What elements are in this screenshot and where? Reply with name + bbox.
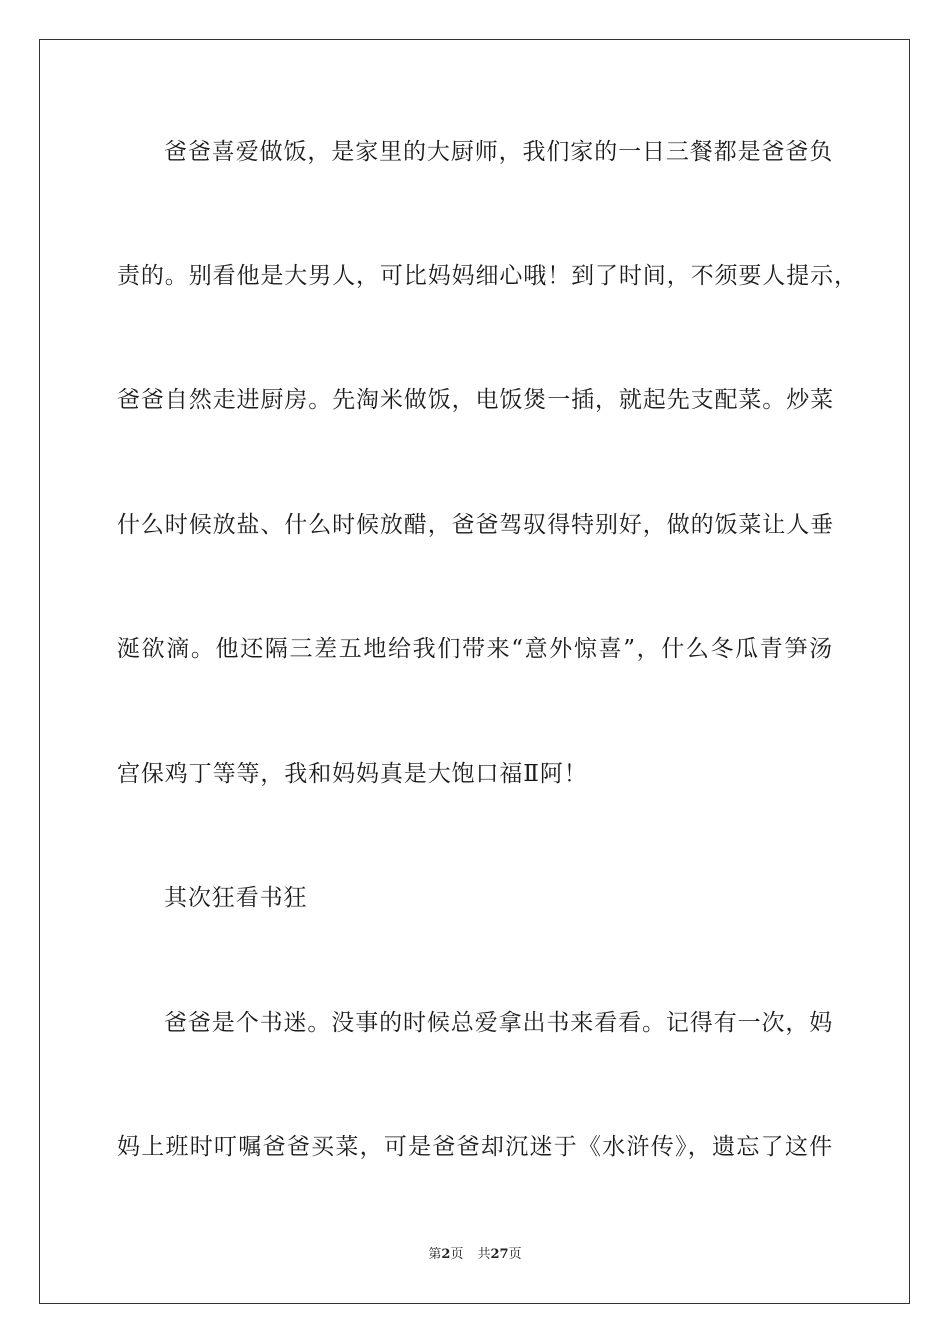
section-heading: 其次狂看书狂 — [164, 885, 308, 911]
text-line: 什么时候放盐、什么时候放醋，爸爸驾驭得特别好，做的饭菜让人垂 — [117, 512, 834, 538]
page-suffix: 页 — [450, 1247, 464, 1262]
page-border — [39, 39, 910, 1304]
text-line: 爸爸喜爱做饭，是家里的大厨师，我们家的一日三餐都是爸爸负 — [164, 139, 834, 165]
text-line: 责的。别看他是大男人，可比妈妈细心哦！到了时间，不须要人提示， — [117, 263, 858, 289]
page-footer — [0, 1246, 950, 1264]
text-line: 爸爸自然走进厨房。先淘米做饭，电饭煲一插，就起先支配菜。炒菜 — [117, 387, 834, 413]
text-line: 宫保鸡丁等等，我和妈妈真是大饱口福Ⅱ阿！ — [117, 761, 588, 787]
text-line: 涎欲滴。他还隔三差五地给我们带来“意外惊喜”，什么冬瓜青笋汤 — [117, 636, 833, 662]
total-prefix: 共 — [477, 1247, 491, 1262]
text-line: 妈上班时叮嘱爸爸买菜，可是爸爸却沉迷于《水浒传》，遗忘了这件 — [117, 1134, 833, 1160]
page-number: 2 — [441, 1247, 451, 1262]
text-line: 爸爸是个书迷。没事的时候总爱拿出书来看看。记得有一次，妈 — [164, 1010, 834, 1036]
page-total: 27 — [490, 1247, 509, 1262]
total-suffix: 页 — [508, 1247, 522, 1262]
page-prefix: 第 — [428, 1247, 442, 1262]
